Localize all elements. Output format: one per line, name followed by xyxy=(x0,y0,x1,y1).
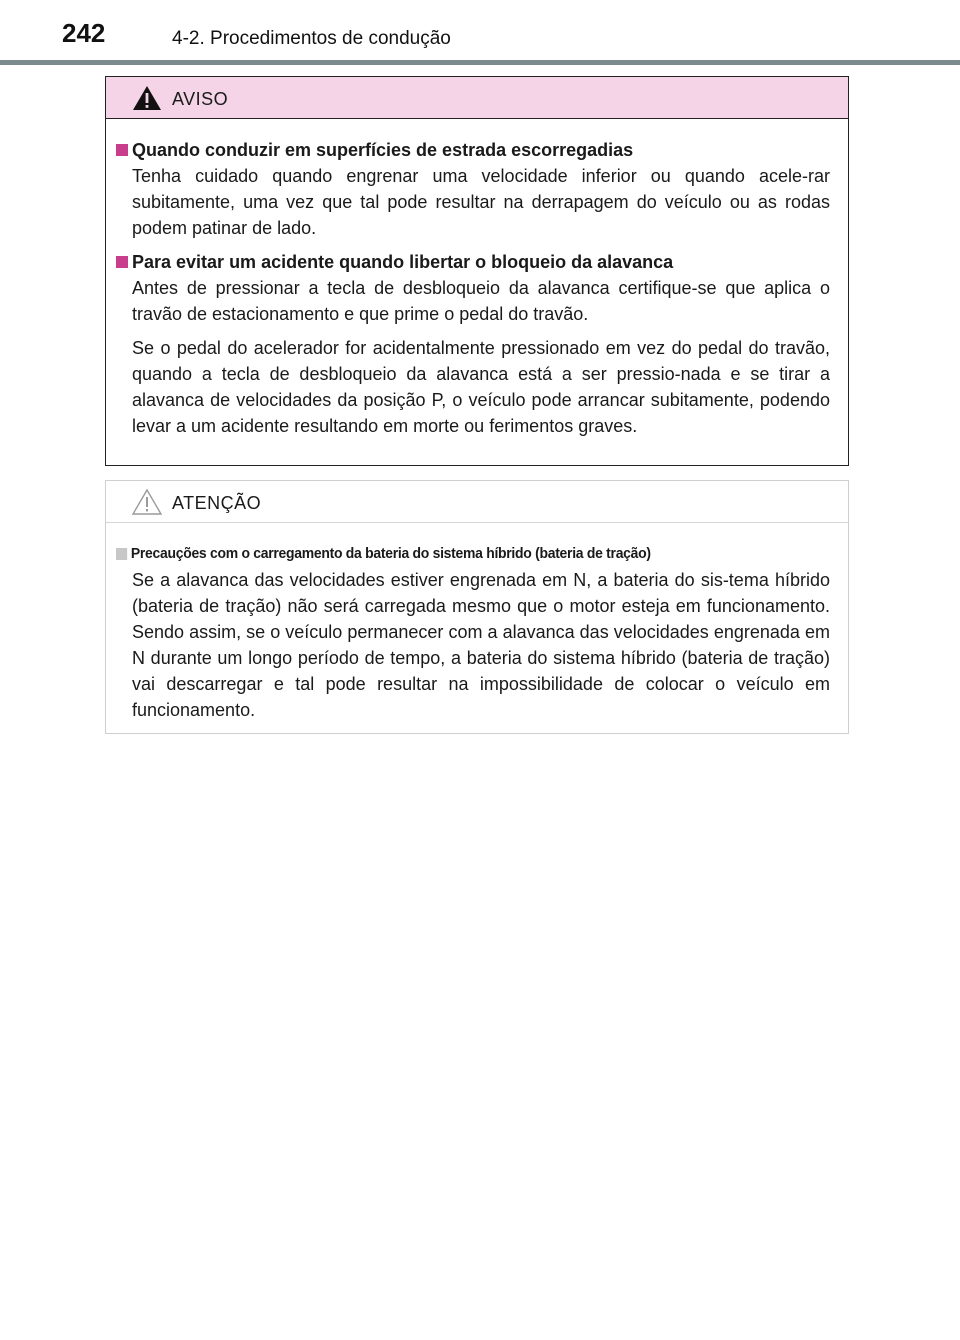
page-header xyxy=(0,0,960,64)
notice-body xyxy=(106,523,848,723)
warning-box-header xyxy=(106,77,848,119)
notice-item-title: Precauções com o carregamento da bateria do sistema híbrido (bateria de tração) xyxy=(116,541,780,567)
warning-paragraph: Antes de pressionar a tecla de desbloqueio da alavanca certifique-se que aplica o travão de estacionamento e que prime o pedal do travão. xyxy=(132,278,830,324)
header-divider xyxy=(0,60,960,65)
caution-triangle-icon xyxy=(132,488,162,516)
warning-body xyxy=(106,119,848,439)
warning-triangle-icon xyxy=(132,84,162,112)
notice-box xyxy=(105,480,849,734)
square-bullet-icon xyxy=(116,548,127,560)
notice-box-header xyxy=(106,481,848,523)
square-bullet-icon xyxy=(116,256,128,268)
warning-paragraph: Tenha cuidado quando engrenar uma velocidade inferior ou quando acele-rar subitamente, uma vez que tal pode resultar na derrapagem do veículo ou as rodas podem patinar de lado. xyxy=(132,166,830,238)
page-number: 242 xyxy=(62,18,106,48)
section-title: 4-2. Procedimentos de condução xyxy=(172,28,451,49)
warning-title: AVISO xyxy=(172,89,229,109)
notice-title: ATENÇÃO xyxy=(172,493,262,513)
warning-paragraph: Se o pedal do acelerador for acidentalmente pressionado em vez do pedal do travão, quando a tecla de desbloqueio da alavanca está a ser pressio-nada e se tirar a alavanca de velocidades da posição P, o veículo pode arrancar subitamente, podendo levar a um acidente resultando em morte ou ferimentos graves. xyxy=(132,338,830,436)
warning-item-title: Quando conduzir em superfícies de estrada escorregadias xyxy=(116,137,830,163)
warning-item-title: Para evitar um acidente quando libertar o bloqueio da alavanca xyxy=(116,249,830,275)
notice-paragraph: Se a alavanca das velocidades estiver engrenada em N, a bateria do sis-tema híbrido (bateria de tração) não será carregada mesmo que o motor esteja em funcionamento. Sendo assim, se o veículo permanecer com a alavanca das velocidades engrenada em N durante um longo período de tempo, a bateria do sistema híbrido (bateria de tração) vai descarregar e tal pode resultar na impossibilidade de colocar o veículo em funcionamento. xyxy=(132,570,830,720)
square-bullet-icon xyxy=(116,144,128,156)
warning-box xyxy=(105,76,849,466)
